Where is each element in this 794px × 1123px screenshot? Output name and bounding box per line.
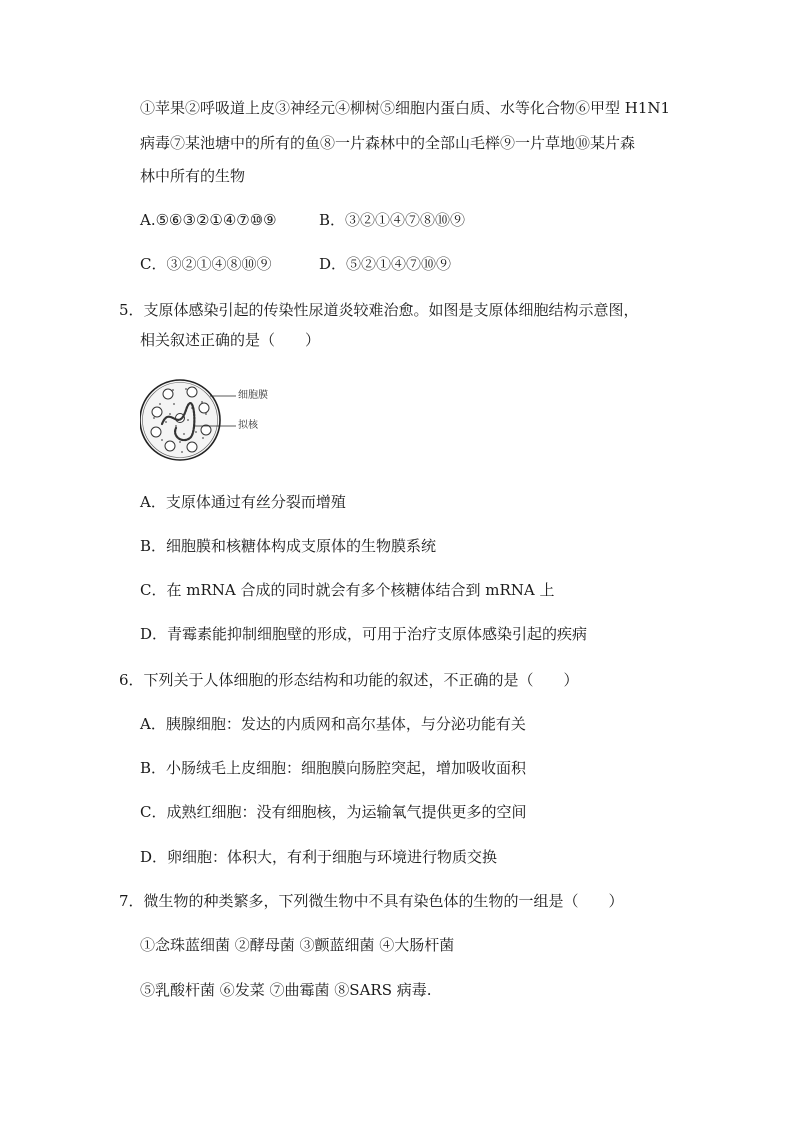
q7-items-line-1: ①念珠蓝细菌 ②酵母菌 ③颤蓝细菌 ④大肠杆菌 [140,936,455,954]
q5-option-c: C．在 mRNA 合成的同时就会有多个核糖体结合到 mRNA 上 [140,581,555,599]
q4-text-line-3: 林中所有的生物 [140,167,246,185]
q6-option-d: D．卵细胞：体积大，有利于细胞与环境进行物质交换 [140,848,498,866]
q5-option-d: D．青霉素能抑制细胞壁的形成，可用于治疗支原体感染引起的疾病 [140,625,588,643]
q5-option-a: A．支原体通过有丝分裂而增殖 [140,493,346,511]
mycoplasma-cell-illustration [140,374,280,470]
q4-option-b: B．③②①④⑦⑧⑩⑨ [319,211,466,229]
q6-option-a: A．胰腺细胞：发达的内质网和高尔基体，与分泌功能有关 [140,715,526,733]
q7-stem: 7．微生物的种类繁多，下列微生物中不具有染色体的生物的一组是（ ） [119,892,624,910]
nucleoid-label: 拟核 [238,420,258,431]
q7-items-line-2: ⑤乳酸杆菌 ⑥发菜 ⑦曲霉菌 ⑧SARS 病毒. [140,981,432,999]
q4-option-d: D．⑤②①④⑦⑩⑨ [319,255,452,273]
q6-option-c: C．成熟红细胞：没有细胞核，为运输氧气提供更多的空间 [140,803,527,821]
q5-stem-line-2: 相关叙述正确的是（ ） [140,331,321,349]
q5-stem-line-1: 5．支原体感染引起的传染性尿道炎较难治愈。如图是支原体细胞结构示意图， [119,301,639,319]
q6-stem: 6．下列关于人体细胞的形态结构和功能的叙述，不正确的是（ ） [119,671,579,689]
q4-option-c: C．③②①④⑧⑩⑨ [140,255,272,273]
q5-option-b: B．细胞膜和核糖体构成支原体的生物膜系统 [140,537,437,555]
q4-text-line-2: 病毒⑦某池塘中的所有的鱼⑧一片森林中的全部山毛榉⑨一片草地⑩某片森 [140,134,636,152]
q4-text-line-1: ①苹果②呼吸道上皮③神经元④柳树⑤细胞内蛋白质、水等化合物⑥甲型 H1N1 [140,99,671,117]
cell-membrane-label: 细胞膜 [238,390,268,401]
q4-option-a: A.⑤⑥③②①④⑦⑩⑨ [140,211,277,229]
mycoplasma-diagram [140,374,280,470]
q6-option-b: B．小肠绒毛上皮细胞：细胞膜向肠腔突起，增加吸收面积 [140,759,527,777]
